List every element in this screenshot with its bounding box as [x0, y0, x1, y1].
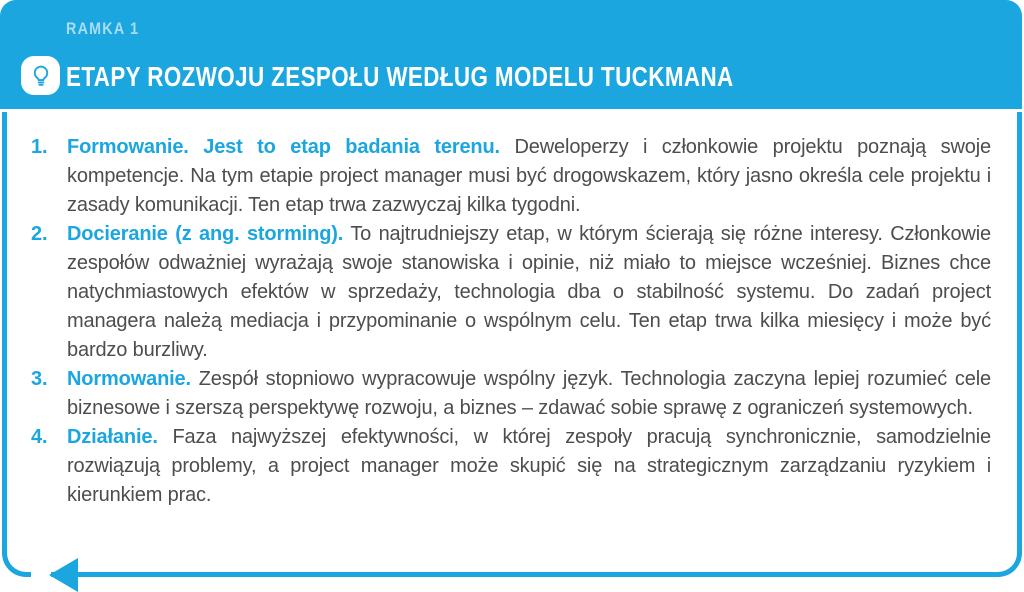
stage-number: 2.	[31, 223, 48, 245]
stage-list	[7, 112, 1017, 510]
stage-number: 3.	[31, 368, 48, 390]
stage-text: Faza najwyższej efektywności, w której zespoły pracują synchronicznie, samodzielnie rozwiązują problemy, a project manager może skupić się na strategicznym zarządzaniu ryzykiem i kierunkiem prac.	[67, 426, 991, 506]
arrow-left-icon	[49, 558, 78, 592]
stage-text: To najtrudniejszy etap, w którym ścierają się różne interesy. Członkowie zespołów odważniej wyrażają swoje stanowiska i opinie, niż miało to miejsce wcześniej. Biznes chce natychmiastowych efektów w sprzedaży, technologia dba o stabilność systemu. Do zadań project managera należą mediacja i przypominanie o wspólnym celu. Ten etap trwa kilka miesięcy i może być bardzo burzliwy.	[67, 223, 991, 361]
stage-lead: Docieranie (z ang. storming).	[67, 223, 344, 245]
stage-lead: Formowanie. Jest to etap badania terenu.	[67, 136, 500, 158]
stage-body	[67, 220, 991, 365]
ramka-kicker: RAMKA 1	[66, 19, 140, 38]
stage-item	[31, 133, 991, 220]
border-gap	[31, 570, 51, 579]
stage-body	[67, 423, 991, 510]
stage-item	[31, 220, 991, 365]
stage-body	[67, 133, 991, 220]
stage-text: Deweloperzy i członkowie projektu poznają swoje kompetencje. Na tym etapie project manager musi być drogowskazem, który jasno określa cele projektu i zasady komunikacji. Ten etap trwa zazwyczaj kilka tygodni.	[67, 136, 991, 216]
lightbulb-badge	[21, 56, 60, 95]
stage-number: 4.	[31, 426, 48, 448]
stage-item	[31, 423, 991, 510]
stage-number: 1.	[31, 136, 48, 158]
ramka-title: ETAPY ROZWOJU ZESPOŁU WEDŁUG MODELU TUCKMANA	[66, 61, 734, 92]
stage-body	[67, 365, 991, 423]
lightbulb-icon	[29, 64, 53, 88]
stage-lead: Normowanie.	[67, 368, 191, 390]
stage-item	[31, 365, 991, 423]
ramka-body	[2, 112, 1022, 577]
stage-text: Zespół stopniowo wypracowuje wspólny język. Technologia zaczyna lepiej rozumieć cele biznesowe i szerszą perspektywę rozwoju, a biznes – zdawać sobie sprawę z ograniczeń systemowych.	[67, 368, 991, 419]
ramka-header	[0, 0, 1022, 109]
stage-lead: Działanie.	[67, 426, 158, 448]
